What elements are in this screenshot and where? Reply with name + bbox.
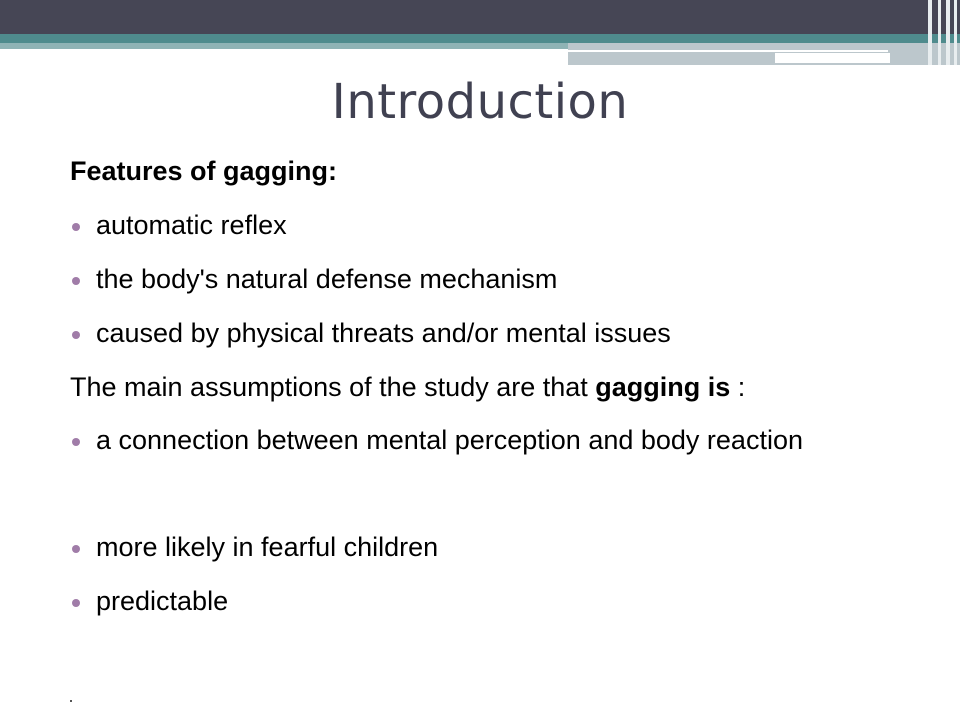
assumption-text: predictable xyxy=(96,586,229,616)
features-heading: Features of gagging: xyxy=(70,156,338,186)
bullet-icon xyxy=(72,331,80,339)
top-band xyxy=(0,0,960,34)
feature-text: the body's natural defense mechanism xyxy=(96,264,558,294)
bullet-icon xyxy=(72,545,80,553)
assumption-text: more likely in fearful children xyxy=(96,532,439,562)
assumption-text: a connection between mental perception and body reaction xyxy=(96,425,803,455)
stray-dot xyxy=(70,700,72,702)
feature-text: caused by physical threats and/or mental issues xyxy=(96,318,671,348)
bullet-icon xyxy=(72,438,80,446)
assumptions-suffix: : xyxy=(730,372,746,402)
rail-line xyxy=(928,0,932,65)
bullet-icon xyxy=(72,277,80,285)
strip-notch xyxy=(775,53,890,63)
grey-strip xyxy=(568,43,960,65)
teal-accent-line xyxy=(0,34,960,43)
rail-line xyxy=(938,0,941,65)
slide-title: Introduction xyxy=(331,74,629,130)
rail-line xyxy=(954,0,957,65)
feature-text: automatic reflex xyxy=(96,210,287,240)
assumptions-intro xyxy=(70,372,745,403)
strip-highlight xyxy=(568,50,888,52)
assumptions-prefix: The main assumptions of the study are that xyxy=(70,372,596,402)
rail-line xyxy=(946,0,950,65)
bullet-icon xyxy=(72,223,80,231)
assumptions-bold: gagging is xyxy=(595,372,731,402)
bullet-icon xyxy=(72,599,80,607)
light-teal-line xyxy=(0,43,570,49)
